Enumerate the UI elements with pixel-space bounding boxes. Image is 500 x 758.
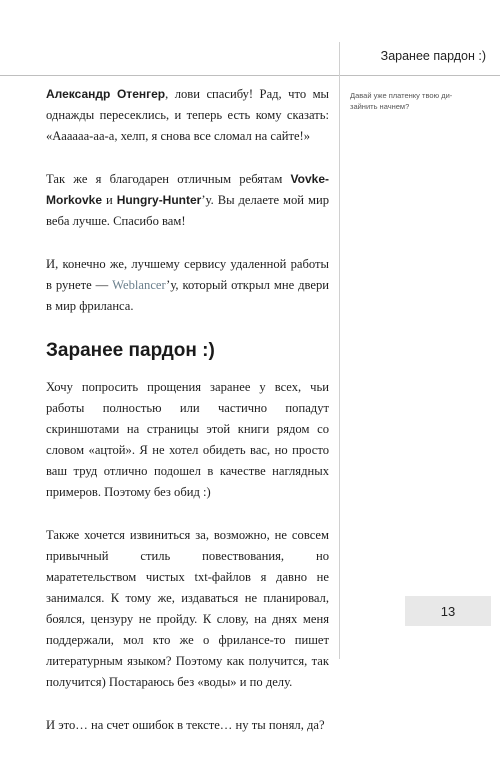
thanks-text-1: , лови спасибу! Рад, что мы однажды пересеклись, и теперь есть кому сказать: «Аааааа-аа-а, хелп, я снова все сломал на сайте!» [46,87,330,143]
weblancer-link[interactable]: Weblancer [112,278,167,292]
section-paragraph-3: И это… на счет ошибок в тексте… ну ты понял, да? [46,718,325,732]
team-name-2: Hungry-Hunter [116,193,202,207]
page-number: 13 [405,596,491,626]
main-text-column [46,84,329,758]
thanks-paragraph-1 [46,84,329,147]
thanks-text-2a: Так же я благодарен отличным ребятам [46,172,291,186]
section-paragraph-1: Хочу попросить прощения заранее у всех, чьи работы полностью или частично попадут скриншотами на страницы этой книги рядом со словом «ацтой». Я не хотел обидеть вас, но просто ваш труд отлично подошел в качестве наглядных примеров. Поэтому без обид :) [46,380,329,499]
team-name-1: Vovke-Morkovke [46,172,329,207]
thanks-text-2b: и [102,193,117,207]
thanks-text-2c: ’у. Вы делаете мой мир веба лучше. Спасибо вам! [46,193,329,228]
thanks-text-3a: И, конечно же, лучшему сервису удаленной работы в рунете — [46,257,329,292]
thanks-name: Александр Отенгер [46,87,166,101]
thanks-text-3b: ’у, который открыл мне двери в мир фриланса. [46,278,329,313]
thanks-paragraph-3 [46,254,329,317]
section-paragraph-2: Также хочется извиниться за, возможно, не совсем привычный стиль повествования, но маратетельством чистых txt-файлов я давно не занимался. К тому же, издаваться не планировал, боялся, цензуру не пройду. К слову, на днях меня поддержали, мол кто же о фрилансе-то пишет литературным языком? Поэтому как получится, так получится) Постараюсь без «воды» и по делу. [46,528,329,689]
thanks-paragraph-2 [46,169,329,232]
margin-note: Давай уже платенку твою ди-зайнить начнем? [350,91,453,111]
section-heading: Заранее пардон :) [46,340,215,361]
running-title: Заранее пардон :) [380,49,486,63]
top-band [0,0,500,42]
header-rule [0,75,500,76]
column-divider [339,42,340,659]
